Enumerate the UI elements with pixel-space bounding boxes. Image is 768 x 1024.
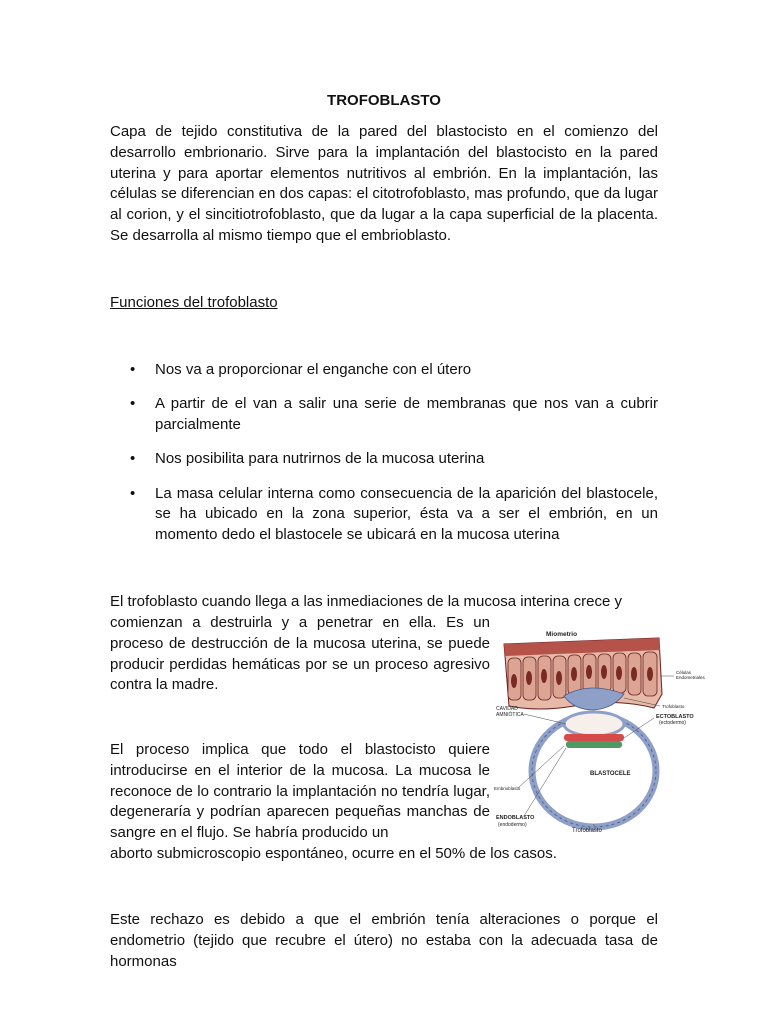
intro-paragraph: Capa de tejido constitutiva de la pared del blastocisto en el comienzo del desarrollo embrionario. Sirve para la implantación del blastocisto en la pared uterina y para aportar elementos nutritivos al embrión. En la implantación, las células se diferencian en dos capas: el citotrofoblasto, mas profundo, que da lugar al corion, y el sincitiotrofoblasto, que da lugar a la capa superficial de la placenta. Se desarrolla al mismo tiempo que el embrioblasto. bbox=[110, 123, 658, 244]
process-paragraph-last-line: aborto submicroscopio espontáneo, ocurre en el 50% de los casos. bbox=[110, 845, 557, 862]
label-trofoblasto-top: Trofoblasto bbox=[662, 704, 685, 709]
amniotic-cavity bbox=[564, 712, 624, 736]
functions-heading: Funciones del trofoblasto bbox=[110, 294, 278, 311]
bullet-icon: • bbox=[130, 450, 136, 468]
implantation-diagram bbox=[494, 626, 712, 841]
label-endodermo: (endodermo) bbox=[498, 822, 527, 828]
label-ectodermo: (ectodermo) bbox=[659, 720, 686, 726]
bullet-icon: • bbox=[130, 395, 136, 413]
rejection-paragraph: Este rechazo es debido a que el embrión tenía alteraciones o porque el endometrio (tejido que recubre el útero) no estaba con la adecuada tasa de hormonas bbox=[110, 911, 658, 970]
syncytiotrophoblast bbox=[564, 688, 624, 710]
functions-list bbox=[110, 360, 658, 560]
endoblast-layer bbox=[566, 741, 622, 748]
ectoblast-layer bbox=[564, 734, 624, 741]
label-ectoblasto: ECTOBLASTO bbox=[656, 714, 694, 720]
label-endometriales: Endometriales bbox=[676, 675, 705, 680]
process-paragraph: El proceso implica que todo el blastocisto quiere introducirse en el interior de la mucosa. La mucosa le reconoce de lo contrario la implantación no tendría lugar, degeneraría y podrían aparecen pequeñas manchas de sangre en el flujo. Se habría producido un bbox=[110, 741, 490, 842]
bullet-icon: • bbox=[130, 361, 136, 378]
list-item: • A partir de el van a salir una serie de membranas que nos van a cubrir parcialmente bbox=[130, 395, 658, 434]
invasion-paragraph: comienzan a destruirla y a penetrar en ella. Es un proceso de destrucción de la mucosa uterina, se puede producir perdidas hemáticas por se un proceso agresivo contra la madre. bbox=[110, 614, 490, 694]
bullet-icon: • bbox=[130, 484, 136, 502]
list-item: • Nos posibilita para nutrirnos de la mucosa uterina bbox=[110, 449, 658, 470]
label-blastocele: BLASTOCELE bbox=[590, 771, 631, 777]
invasion-paragraph-line1: El trofoblasto cuando llega a las inmediaciones de la mucosa interina crece y bbox=[110, 593, 622, 610]
label-miometrio: Miometrio bbox=[546, 631, 578, 638]
label-trofoblasto-bottom: Trofoblasto bbox=[572, 828, 602, 834]
label-endoblasto: ENDOBLASTO bbox=[496, 815, 535, 821]
label-embrioblasto: Embrioblasto bbox=[494, 786, 521, 791]
label-cavidad: CAVIDAD bbox=[496, 706, 518, 712]
list-item: • Nos va a proporcionar el enganche con el útero bbox=[110, 360, 658, 381]
page-title: TROFOBLASTO bbox=[327, 92, 441, 109]
list-item: • La masa celular interna como consecuencia de la aparición del blastocele, se ha ubicado en la zona superior, ésta va a ser el embrión, en un momento dedo el blastocele se ubicará en la mucosa uterina bbox=[130, 484, 658, 544]
label-celulas: Células bbox=[676, 670, 692, 675]
label-amniotica: AMNIÓTICA bbox=[496, 712, 524, 718]
